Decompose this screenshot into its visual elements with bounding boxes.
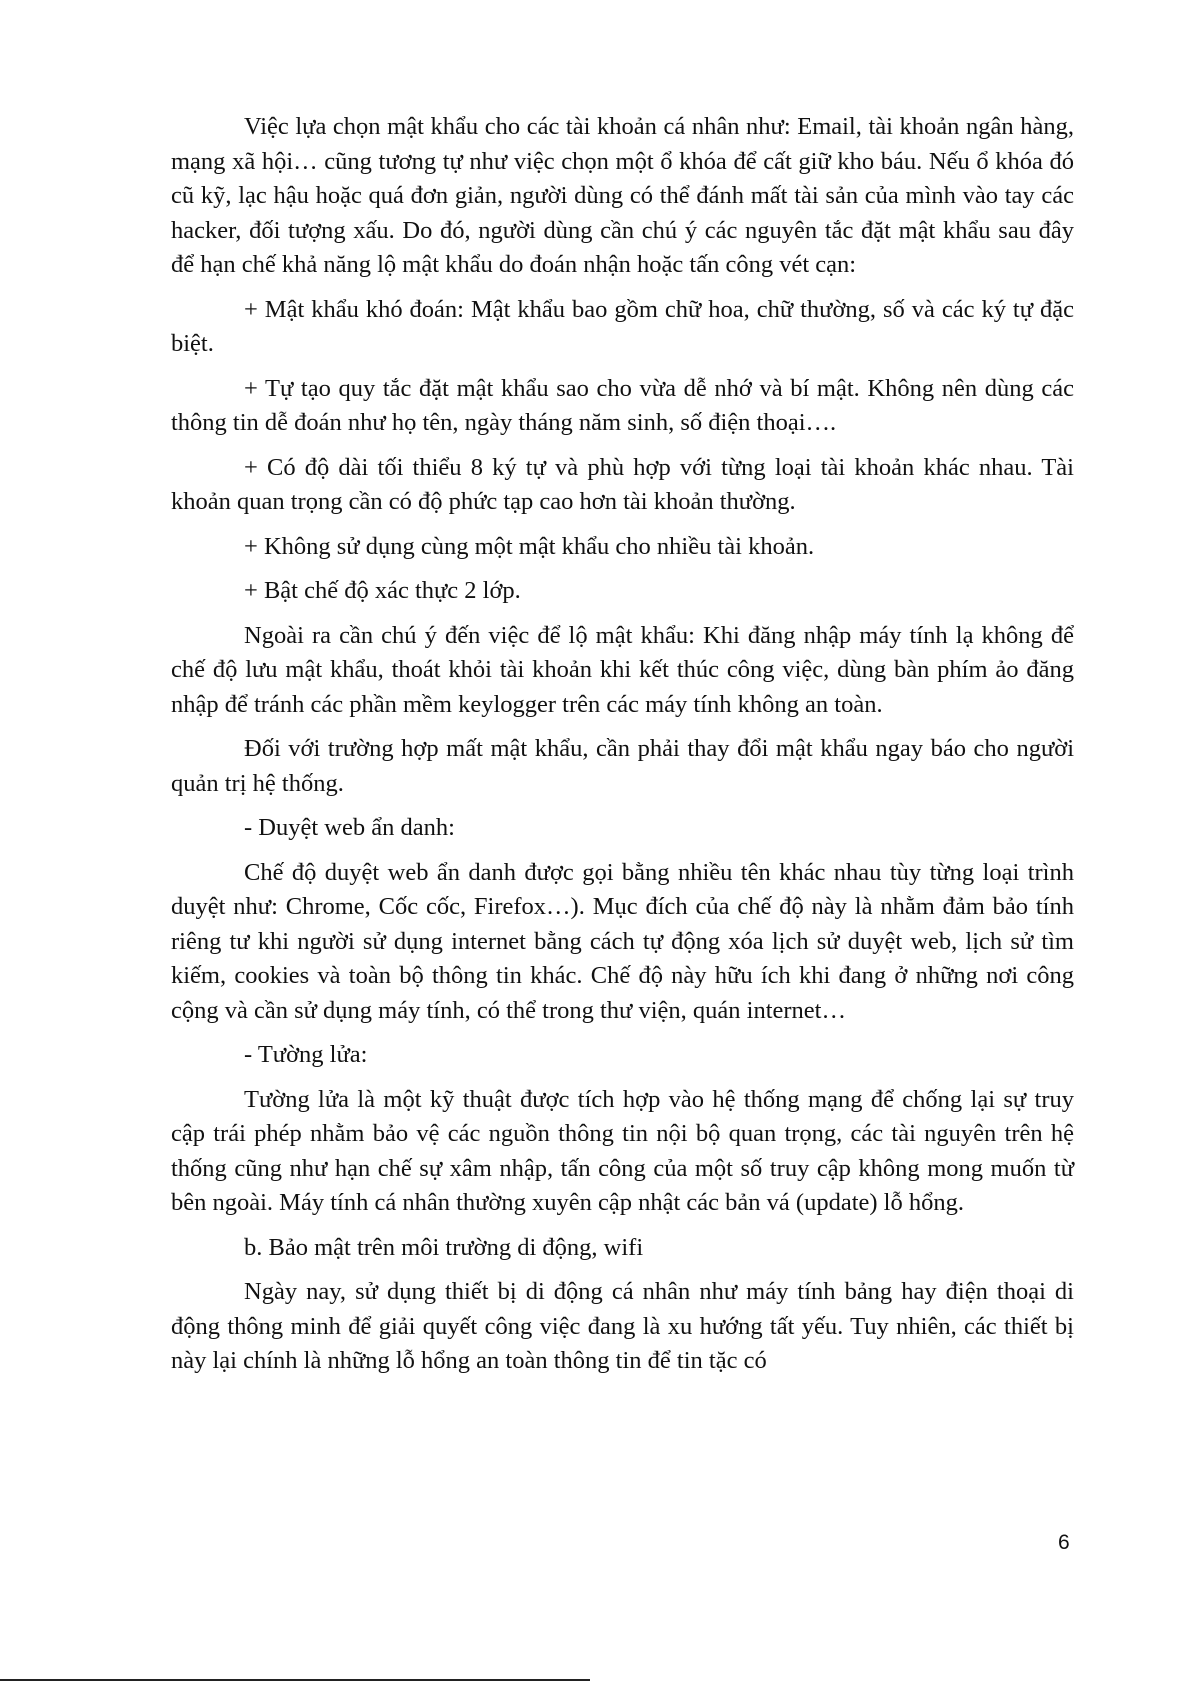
heading-firewall: - Tường lửa:	[244, 1041, 368, 1068]
paragraph-rule-min-length: + Có độ dài tối thiểu 8 ký tự và phù hợp với từng loại tài khoản khác nhau. Tài khoản quan trọng cần có độ phức tạp cao hơn tài khoản thường.	[171, 453, 1074, 515]
paragraph-mobile-devices: Ngày nay, sử dụng thiết bị di động cá nhân như máy tính bảng hay điện thoại di động thông minh để giải quyết công việc đang là xu hướng tất yếu. Tuy nhiên, các thiết bị này lại chính là những lỗ hổng an toàn thông tin để tin tặc có	[171, 1278, 1074, 1374]
paragraph-rule-2fa: + Bật chế độ xác thực 2 lớp.	[244, 577, 521, 604]
page-number: 6	[1058, 1531, 1070, 1554]
footer-divider	[0, 1679, 590, 1681]
paragraph-password-exposure: Ngoài ra cần chú ý đến việc để lộ mật khẩu: Khi đăng nhập máy tính lạ không để chế độ lưu mật khẩu, thoát khỏi tài khoản khi kết thúc công việc, dùng bàn phím ảo đăng nhập để tránh các phần mềm keylogger trên các máy tính không an toàn.	[171, 621, 1074, 718]
paragraph-lost-password: Đối với trường hợp mất mật khẩu, cần phải thay đổi mật khẩu ngay báo cho người quản trị hệ thống.	[171, 735, 1074, 797]
body-text	[171, 110, 1074, 1389]
paragraph-rule-hard-to-guess: + Mật khẩu khó đoán: Mật khẩu bao gồm chữ hoa, chữ thường, số và các ký tự đặc biệt.	[171, 295, 1074, 357]
paragraph-rule-own-pattern: + Tự tạo quy tắc đặt mật khẩu sao cho vừa dễ nhớ và bí mật. Không nên dùng các thông tin dễ đoán như họ tên, ngày tháng năm sinh, số điện thoại….	[171, 374, 1074, 436]
paragraph-rule-no-reuse: + Không sử dụng cùng một mật khẩu cho nhiều tài khoản.	[244, 532, 815, 560]
heading-incognito: - Duyệt web ẩn danh:	[244, 814, 455, 841]
paragraph-firewall: Tường lửa là một kỹ thuật được tích hợp vào hệ thống mạng để chống lại sự truy cập trái phép nhằm bảo vệ các nguồn thông tin nội bộ quan trọng, các tài nguyên trên hệ thống cũng như hạn chế sự xâm nhập, tấn công của một số truy cập không mong muốn từ bên ngoài. Máy tính cá nhân thường xuyên cập nhật các bản vá (update) lỗ hổng.	[171, 1085, 1074, 1216]
heading-mobile-wifi-security: b. Bảo mật trên môi trường di động, wifi	[244, 1233, 644, 1261]
paragraph-incognito: Chế độ duyệt web ẩn danh được gọi bằng nhiều tên khác nhau tùy từng loại trình duyệt như: Chrome, Cốc cốc, Firefox…). Mục đích của chế độ này là nhằm đảm bảo tính riêng tư khi người sử dụng internet bằng cách tự động xóa lịch sử duyệt web, lịch sử tìm kiếm, cookies và toàn bộ thông tin khác. Chế độ này hữu ích khi đang ở những nơi công cộng và cần sử dụng máy tính, có thể trong thư viện, quán internet…	[171, 858, 1074, 1024]
paragraph-intro: Việc lựa chọn mật khẩu cho các tài khoản cá nhân như: Email, tài khoản ngân hàng, mạng xã hội… cũng tương tự như việc chọn một ổ khóa để cất giữ kho báu. Nếu ổ khóa đó cũ kỹ, lạc hậu hoặc quá đơn giản, người dùng có thể đánh mất tài sản của mình vào tay các hacker, đối tượng xấu. Do đó, người dùng cần chú ý các nguyên tắc đặt mật khẩu sau đây để hạn chế khả năng lộ mật khẩu do đoán nhận hoặc tấn công vét cạn:	[171, 113, 1074, 278]
